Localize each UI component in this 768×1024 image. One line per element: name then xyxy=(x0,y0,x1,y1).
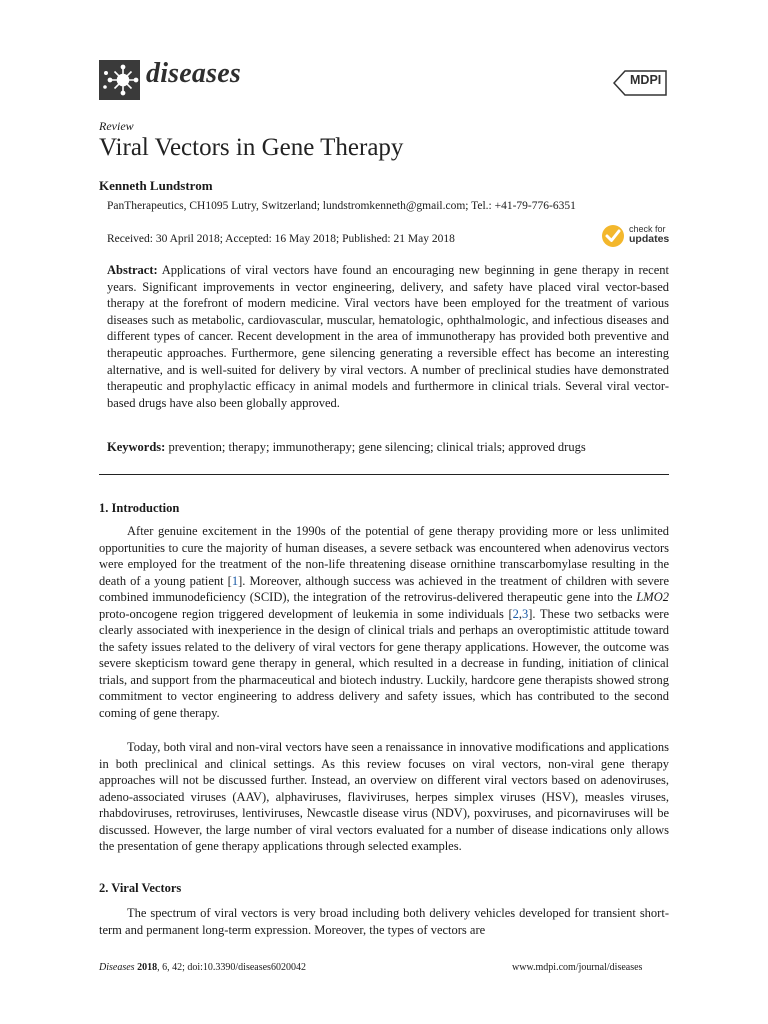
keywords-text: prevention; therapy; immunotherapy; gene silencing; clinical trials; approved drugs xyxy=(168,440,586,454)
check-for-updates-label-bold[interactable]: updates xyxy=(629,233,670,245)
journal-logo-icon xyxy=(99,60,140,100)
footer-citation xyxy=(99,962,306,973)
author-name: Kenneth Lundstrom xyxy=(99,178,213,193)
divider xyxy=(99,474,669,475)
abstract-text: Applications of viral vectors have found an encouraging new beginning in gene therapy in recent years. Significant improvements in vector engineering, delivery, and safety have placed viral vector-based therapy at the forefront of modern medicine. Viral vectors have been employed for the treatment of various diseases such as metabolic, cardiovascular, muscular, hematologic, ophthalmologic, and infectious diseases and different types of cancer. Recent development in the area of immunotherapy has provided both preventive and therapeutic approaches. Furthermore, gene silencing generating a reversible effect has become an interesting alternative, and is well-suited for delivery by viral vectors. A number of preclinical studies have demonstrated therapeutic and prophylactic efficacy in animal models and furthermore in clinical trials. Several viral vector-based drugs have also been globally approved. xyxy=(107,263,669,410)
paragraph-text: proto-oncogene region triggered development of leukemia in some individuals [ xyxy=(99,606,513,621)
paragraph xyxy=(99,523,669,721)
article-title: Viral Vectors in Gene Therapy xyxy=(99,134,404,161)
paragraph-text: ]. Moreover, although success was achieved in the treatment of children with severe combined immunodeficiency (SCID), the integration of the retrovirus-delivered therapeutic gene into the xyxy=(99,573,669,604)
journal-name: diseases xyxy=(146,58,241,89)
publisher-logo-text: MDPI xyxy=(630,73,662,87)
paragraph-text: After genuine excitement in the 1990s of the potential of gene therapy providing more or less unlimited opportunities to cure the majority of human diseases, a severe setback was encountered when adenovirus vectors were employed for the treatment of the non-life threatening disease ornithine transcarbomylase resulting in the death of a young patient [ xyxy=(99,524,669,588)
paragraph-text: ]. These two setbacks were clearly associated with inexperience in the design of clinical trials and perhaps an overoptimistic attitude toward the safety issues related to the delivery of viral vectors for gene therapy applications. However, the outcome was severe skepticism toward gene therapy in general, which resulted in a decrease in funding, initiation of clinical trials, and support from the pharmaceutical and biotech industry. Luckily, hardcore gene therapists showed strong commitment to vector engineering to address delivery and safety issues, which has contributed to the second coming of gene therapy. xyxy=(99,606,669,720)
footer-journal: Diseases xyxy=(99,962,135,973)
check-for-updates-icon[interactable] xyxy=(601,224,625,253)
footer-url[interactable]: www.mdpi.com/journal/diseases xyxy=(512,962,643,973)
footer-doi: , 6, 42; doi:10.3390/diseases6020042 xyxy=(157,962,306,973)
gene-name: LMO2 xyxy=(636,590,669,604)
keywords-label: Keywords: xyxy=(107,440,166,454)
section-heading-viral-vectors: 2. Viral Vectors xyxy=(99,881,182,895)
section-heading-introduction: 1. Introduction xyxy=(99,501,180,515)
author-affiliation: PanTherapeutics, CH1095 Lutry, Switzerland; lundstromkenneth@gmail.com; Tel.: +41-79-776-6351 xyxy=(107,200,576,212)
paragraph: Today, both viral and non-viral vectors have seen a renaissance in innovative modifications and applications in both preclinical and clinical settings. As this review focuses on viral vectors, non-viral gene therapy approaches will not be discussed further. Instead, an overview on different viral vectors based on adenoviruses, adeno-associated viruses (AAV), alphaviruses, flaviviruses, herpes simplex viruses (HSV), measles viruses, rhabdoviruses, retroviruses, lentiviruses, Newcastle disease virus (NDV), poxviruses, and picornaviruses will be discussed. However, the large number of viral vectors evaluated for a number of disease indications only allows the presentation of gene therapy applications through selected examples. xyxy=(99,740,669,853)
check-for-updates-label[interactable]: check for xyxy=(629,224,666,234)
abstract xyxy=(107,262,669,411)
paragraph: The spectrum of viral vectors is very broad including both delivery vehicles developed for transient short-term and permanent long-term expression. Moreover, the types of vectors are xyxy=(99,906,669,937)
citation-link[interactable]: 1 xyxy=(231,573,239,588)
paragraph-text: , xyxy=(518,606,522,621)
article-type: Review xyxy=(99,119,134,133)
publication-dates: Received: 30 April 2018; Accepted: 16 May 2018; Published: 21 May 2018 xyxy=(107,233,455,245)
abstract-label: Abstract: xyxy=(107,263,158,277)
keywords xyxy=(107,439,669,456)
citation-link[interactable]: 2 xyxy=(512,606,519,621)
footer-year: 2018 xyxy=(137,962,158,973)
citation-link[interactable]: 3 xyxy=(522,606,529,621)
